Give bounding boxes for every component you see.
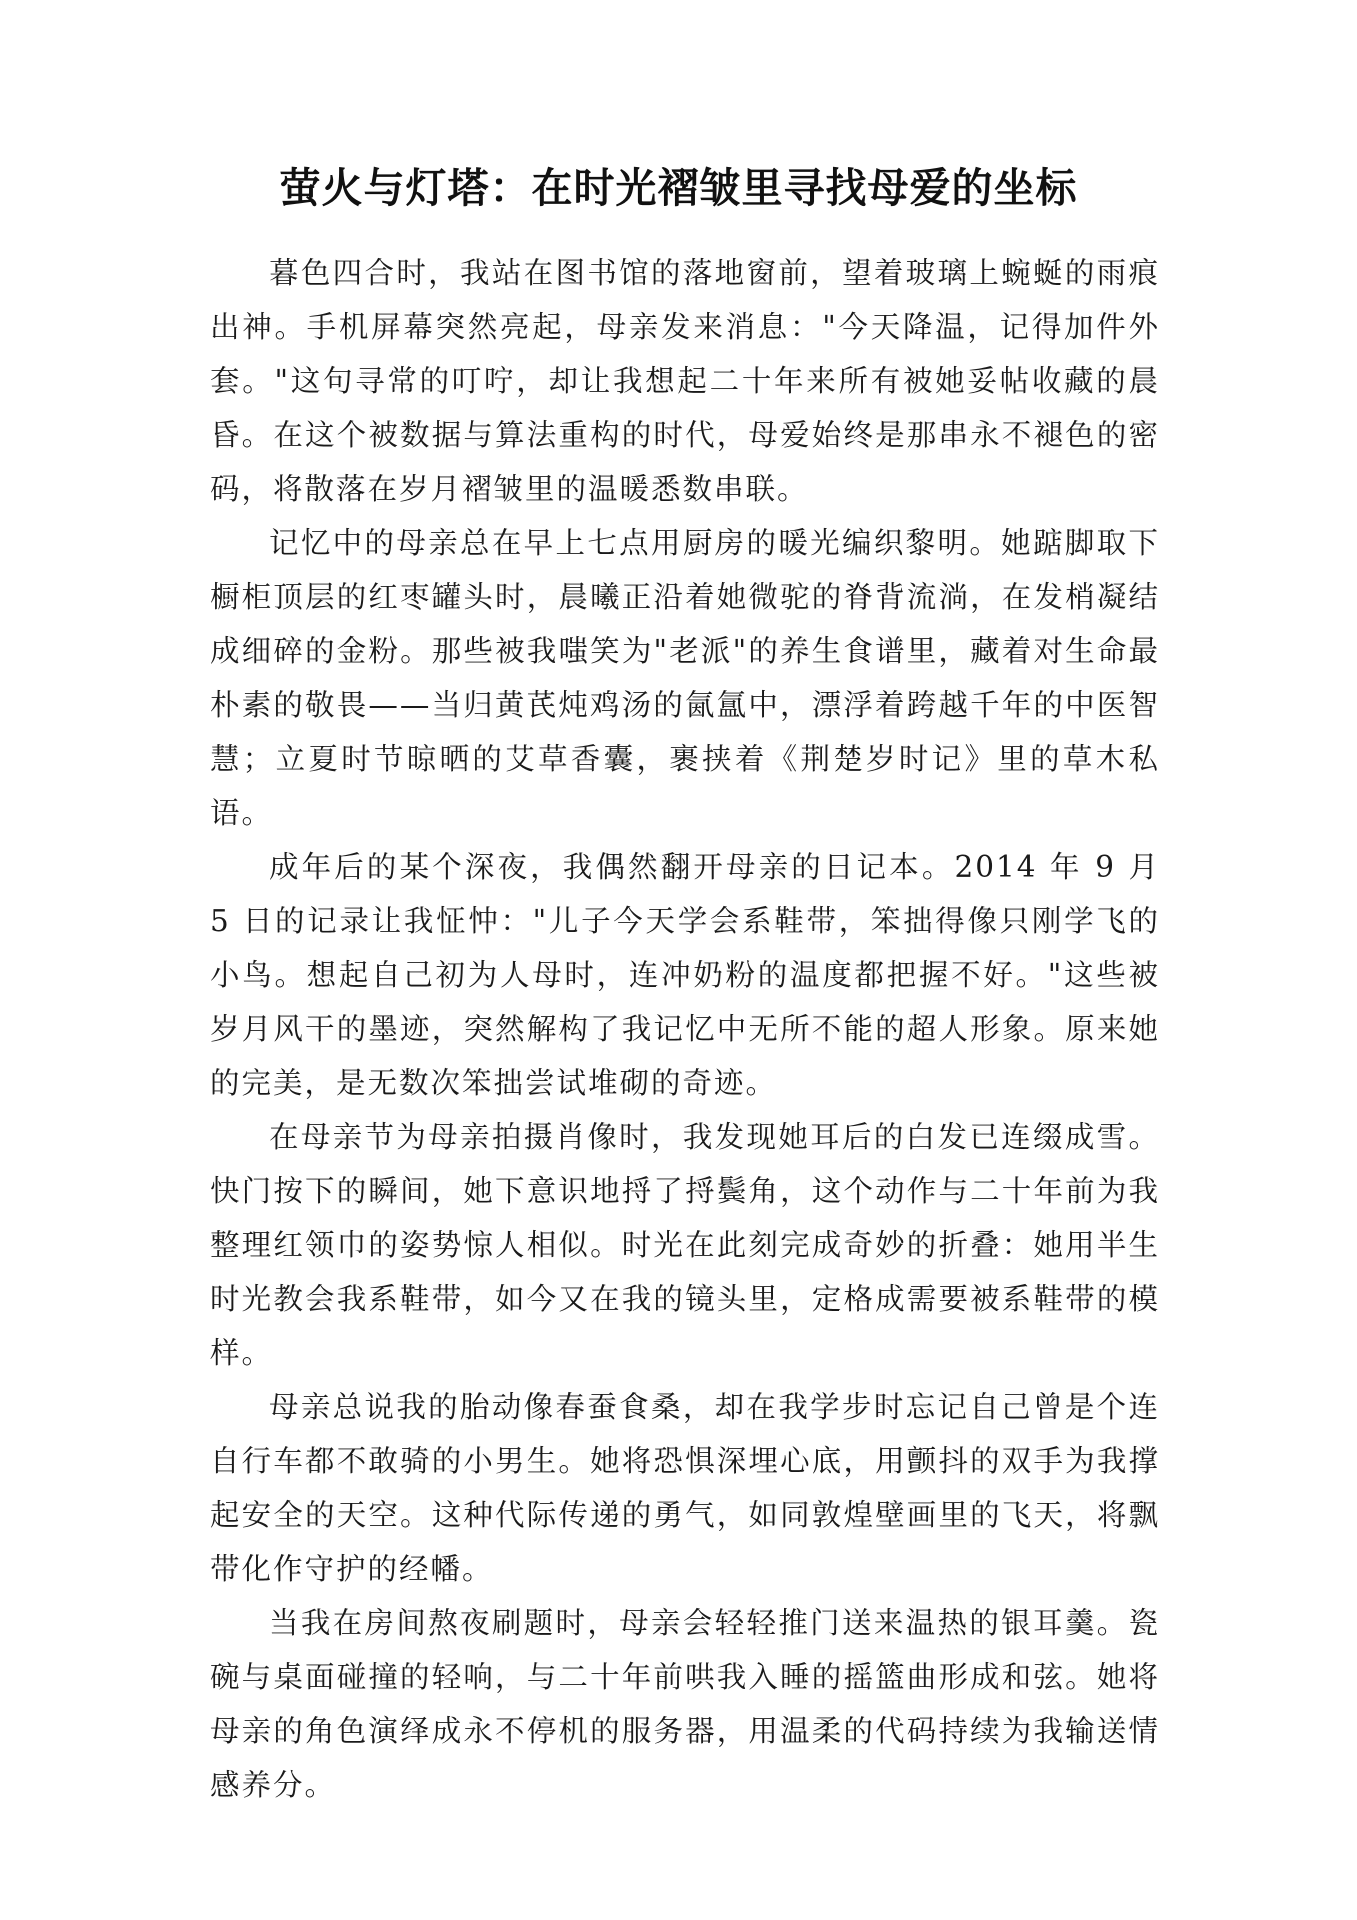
document-body [210, 246, 1160, 1812]
paragraph: 成年后的某个深夜，我偶然翻开母亲的日记本。2014 年 9 月 5 日的记录让我怔忡："儿子今天学会系鞋带，笨拙得像只刚学飞的小鸟。想起自己初为人母时，连冲奶粉的温度都把握不好。"这些被岁月风干的墨迹，突然解构了我记忆中无所不能的超人形象。原来她的完美，是无数次笨拙尝试堆砌的奇迹。 [210, 850, 1160, 1100]
paragraph: 记忆中的母亲总在早上七点用厨房的暖光编织黎明。她踮脚取下橱柜顶层的红枣罐头时，晨曦正沿着她微驼的脊背流淌，在发梢凝结成细碎的金粉。那些被我嗤笑为"老派"的养生食谱里，藏着对生命最朴素的敬畏——当归黄芪炖鸡汤的氤氲中，漂浮着跨越千年的中医智慧；立夏时节晾晒的艾草香囊，裹挟着《荆楚岁时记》里的草木私语。 [210, 526, 1160, 830]
paragraph: 当我在房间熬夜刷题时，母亲会轻轻推门送来温热的银耳羹。瓷碗与桌面碰撞的轻响，与二十年前哄我入睡的摇篮曲形成和弦。她将母亲的角色演绎成永不停机的服务器，用温柔的代码持续为我输送情感养分。 [210, 1606, 1160, 1802]
paragraph: 暮色四合时，我站在图书馆的落地窗前，望着玻璃上蜿蜒的雨痕出神。手机屏幕突然亮起，母亲发来消息："今天降温，记得加件外套。"这句寻常的叮咛，却让我想起二十年来所有被她妥帖收藏的晨昏。在这个被数据与算法重构的时代，母爱始终是那串永不褪色的密码，将散落在岁月褶皱里的温暖悉数串联。 [210, 256, 1160, 506]
paragraph: 母亲总说我的胎动像春蚕食桑，却在我学步时忘记自己曾是个连自行车都不敢骑的小男生。她将恐惧深埋心底，用颤抖的双手为我撑起安全的天空。这种代际传递的勇气，如同敦煌壁画里的飞天，将飘带化作守护的经幡。 [210, 1390, 1160, 1586]
paragraph: 在母亲节为母亲拍摄肖像时，我发现她耳后的白发已连缀成雪。快门按下的瞬间，她下意识地捋了捋鬓角，这个动作与二十年前为我整理红领巾的姿势惊人相似。时光在此刻完成奇妙的折叠：她用半生时光教会我系鞋带，如今又在我的镜头里，定格成需要被系鞋带的模样。 [210, 1120, 1160, 1370]
document-title: 萤火与灯塔：在时光褶皱里寻找母爱的坐标 [279, 164, 1078, 212]
